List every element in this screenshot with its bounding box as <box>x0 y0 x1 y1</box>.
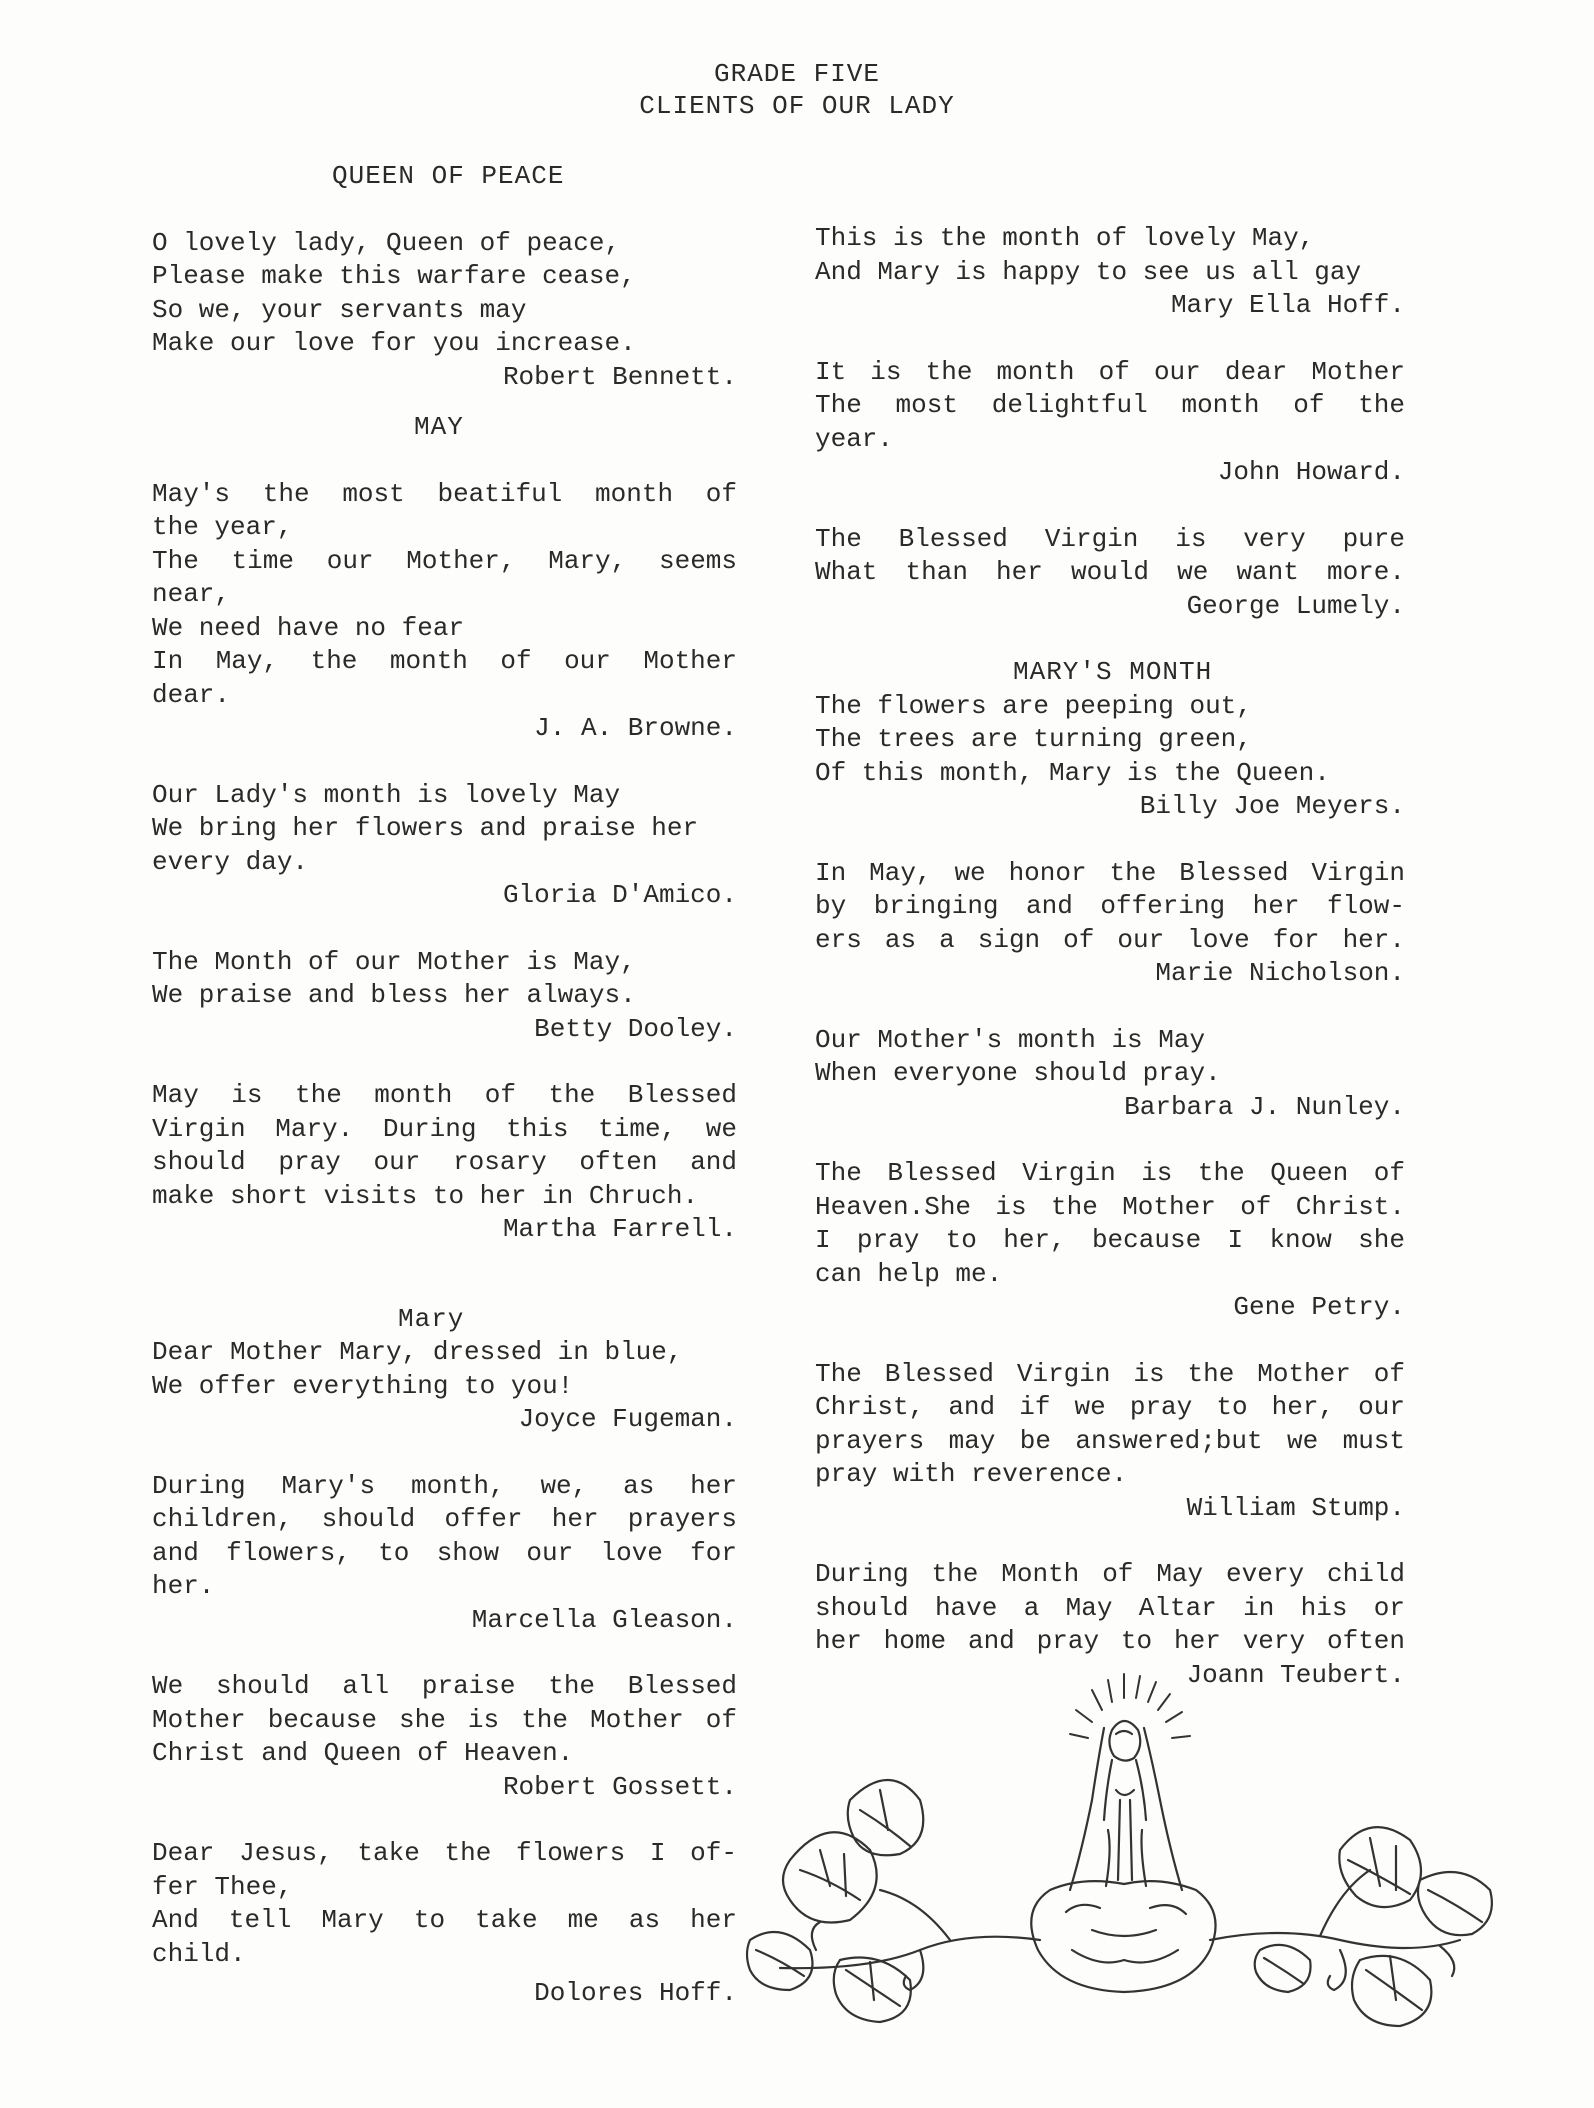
poem-line: May's the most beatiful month of <box>152 478 737 509</box>
poem-line: May is the month of the Blessed <box>152 1080 737 1110</box>
poem-line: We praise and bless her always. <box>152 980 636 1010</box>
poem-line: What than her would we want more. <box>815 557 1405 587</box>
poem-petry <box>815 1157 1405 1325</box>
poem-line: The most delightful month of the <box>815 390 1405 420</box>
poem-line: Our Mother's month is May <box>815 1024 1206 1055</box>
poem-line: So we, your servants may <box>152 294 527 325</box>
poem-line: near, <box>152 579 231 609</box>
poem-line: During Mary's month, we, as her <box>152 1470 737 1501</box>
poem-lumely <box>815 523 1405 624</box>
poem-line: This is the month of lovely May, <box>815 223 1315 253</box>
poem-line: The Month of our Mother is May, <box>152 946 636 977</box>
poem-line: her home and pray to her very often <box>815 1626 1405 1656</box>
halo-rays-icon <box>1070 1674 1190 1738</box>
poem-line: And Mary is happy to see us all gay <box>815 256 1362 287</box>
poem-damico <box>152 779 737 913</box>
poem-line: her. <box>152 1571 215 1601</box>
poem-line: We offer everything to you! <box>152 1370 574 1401</box>
poem-line: by bringing and offering her flow- <box>815 891 1405 921</box>
author-name: Robert Bennett. <box>502 361 737 392</box>
madonna-figure-icon <box>1031 1721 1215 1992</box>
author-name: Marcella Gleason. <box>471 1604 737 1635</box>
poem-fugeman <box>152 1336 737 1437</box>
poem-line: When everyone should pray. <box>815 1058 1221 1088</box>
poem-line: It is the month of our dear Mother <box>815 356 1405 387</box>
section-title-mary: Mary <box>398 1303 465 1334</box>
author-name: Joann Teubert. <box>1186 1659 1405 1690</box>
author-name: Marie Nicholson. <box>1155 958 1405 988</box>
document-title: CLIENTS OF OUR LADY <box>639 91 955 121</box>
poem-line: Dear Mother Mary, dressed in blue, <box>152 1337 683 1367</box>
poem-meyers <box>815 690 1405 824</box>
right-leaves-icon <box>1210 1827 1492 2026</box>
grade-heading: GRADE FIVE <box>713 59 881 89</box>
poem-line: Of this month, Mary is the Queen. <box>815 757 1330 788</box>
author-name: William Stump. <box>1186 1492 1405 1523</box>
poem-line: make short visits to her in Chruch. <box>152 1180 699 1211</box>
poem-line: Heaven.She is the Mother of Christ. <box>815 1191 1405 1222</box>
poem-line: children, should offer her prayers <box>152 1504 737 1534</box>
author-name: J. A. Browne. <box>534 713 737 743</box>
poem-line: Our Lady's month is lovely May <box>152 779 621 810</box>
author-name: Robert Gossett. <box>502 1771 737 1802</box>
poem-line: Dear Jesus, take the flowers I of- <box>152 1838 737 1868</box>
poem-stump <box>815 1358 1405 1526</box>
poem-line: We need have no fear <box>152 612 465 643</box>
poem-line: The Blessed Virgin is the Mother of <box>815 1358 1405 1389</box>
author-name: Barbara J. Nunley. <box>1124 1091 1405 1122</box>
poem-howard <box>815 356 1405 490</box>
poem-line: The Blessed Virgin is the Queen of <box>815 1158 1405 1188</box>
madonna-flowers-illustration <box>720 1650 1500 2050</box>
poem-line: The time our Mother, Mary, seems <box>152 545 737 576</box>
poem-line: The trees are turning green, <box>815 724 1252 754</box>
poem-line: the year, <box>152 512 293 542</box>
poem-hoff-mary-ella <box>815 222 1405 323</box>
poem-line: and flowers, to show our love for <box>152 1537 737 1568</box>
section-title-may: MAY <box>414 412 464 442</box>
author-name: Joyce Fugeman. <box>518 1404 737 1434</box>
poem-line: O lovely lady, Queen of peace, <box>152 227 621 258</box>
poem-line: We bring her flowers and praise her <box>152 813 699 843</box>
poem-line: During the Month of May every child <box>815 1559 1405 1589</box>
poem-line: child. <box>152 1938 246 1969</box>
poem-line: dear. <box>152 679 231 710</box>
poem-line: Christ, and if we pray to her, our <box>815 1392 1405 1422</box>
author-name: Gloria D'Amico. <box>502 880 737 910</box>
author-name: Betty Dooley. <box>534 1013 737 1044</box>
author-name: George Lumely. <box>1186 590 1405 621</box>
poem-gleason <box>152 1470 737 1638</box>
section-title-marys-month: MARY'S MONTH <box>1013 657 1213 687</box>
poem-browne <box>152 478 737 746</box>
poem-dooley <box>152 946 737 1047</box>
left-leaves-icon <box>747 1780 1040 2022</box>
poem-line: Virgin Mary. During this time, we <box>152 1113 737 1144</box>
author-name: Gene Petry. <box>1233 1292 1405 1322</box>
poem-line: ers as a sign of our love for her. <box>815 924 1405 955</box>
author-name: Martha Farrell. <box>502 1214 737 1244</box>
author-name: Dolores Hoff. <box>534 1978 737 2008</box>
page-header <box>0 58 1594 122</box>
right-column <box>815 222 1405 1692</box>
poem-line: Mother because she is the Mother of <box>152 1704 737 1735</box>
poem-nunley <box>815 1024 1405 1125</box>
poem-line: And tell Mary to take me as her <box>152 1905 737 1935</box>
poem-line: Please make this warfare cease, <box>152 261 636 291</box>
poem-line: should pray our rosary often and <box>152 1147 737 1177</box>
poem-line: year. <box>815 423 894 454</box>
poem-line: every day. <box>152 846 309 877</box>
poem-nicholson <box>815 857 1405 991</box>
poem-line: The Blessed Virgin is very pure <box>815 523 1405 554</box>
author-name: Billy Joe Meyers. <box>1139 791 1405 821</box>
poem-line: pray with reverence. <box>815 1459 1128 1489</box>
poem-farrell <box>152 1079 737 1247</box>
poem-line: In May, we honor the Blessed Virgin <box>815 857 1405 888</box>
left-column <box>152 160 737 2011</box>
section-title-queen-of-peace: QUEEN OF PEACE <box>332 161 565 191</box>
poem-line: should have a May Altar in his or <box>815 1592 1405 1623</box>
author-name: Mary Ella Hoff. <box>1170 290 1405 320</box>
poem-hoff-dolores <box>152 1837 737 2011</box>
poem-line: prayers may be answered;but we must <box>815 1425 1405 1456</box>
author-name: John Howard. <box>1217 457 1405 487</box>
poem-line: Christ and Queen of Heaven. <box>152 1738 574 1768</box>
poem-line: The flowers are peeping out, <box>815 690 1252 721</box>
poem-line: can help me. <box>815 1258 1003 1289</box>
poem-gossett <box>152 1670 737 1804</box>
poem-line: Make our love for you increase. <box>152 328 636 358</box>
poem-line: We should all praise the Blessed <box>152 1671 737 1701</box>
poem-queen-of-peace <box>152 227 737 395</box>
poem-line: fer Thee, <box>152 1871 293 1902</box>
poem-line: In May, the month of our Mother <box>152 646 737 676</box>
poem-line: I pray to her, because I know she <box>815 1225 1405 1255</box>
